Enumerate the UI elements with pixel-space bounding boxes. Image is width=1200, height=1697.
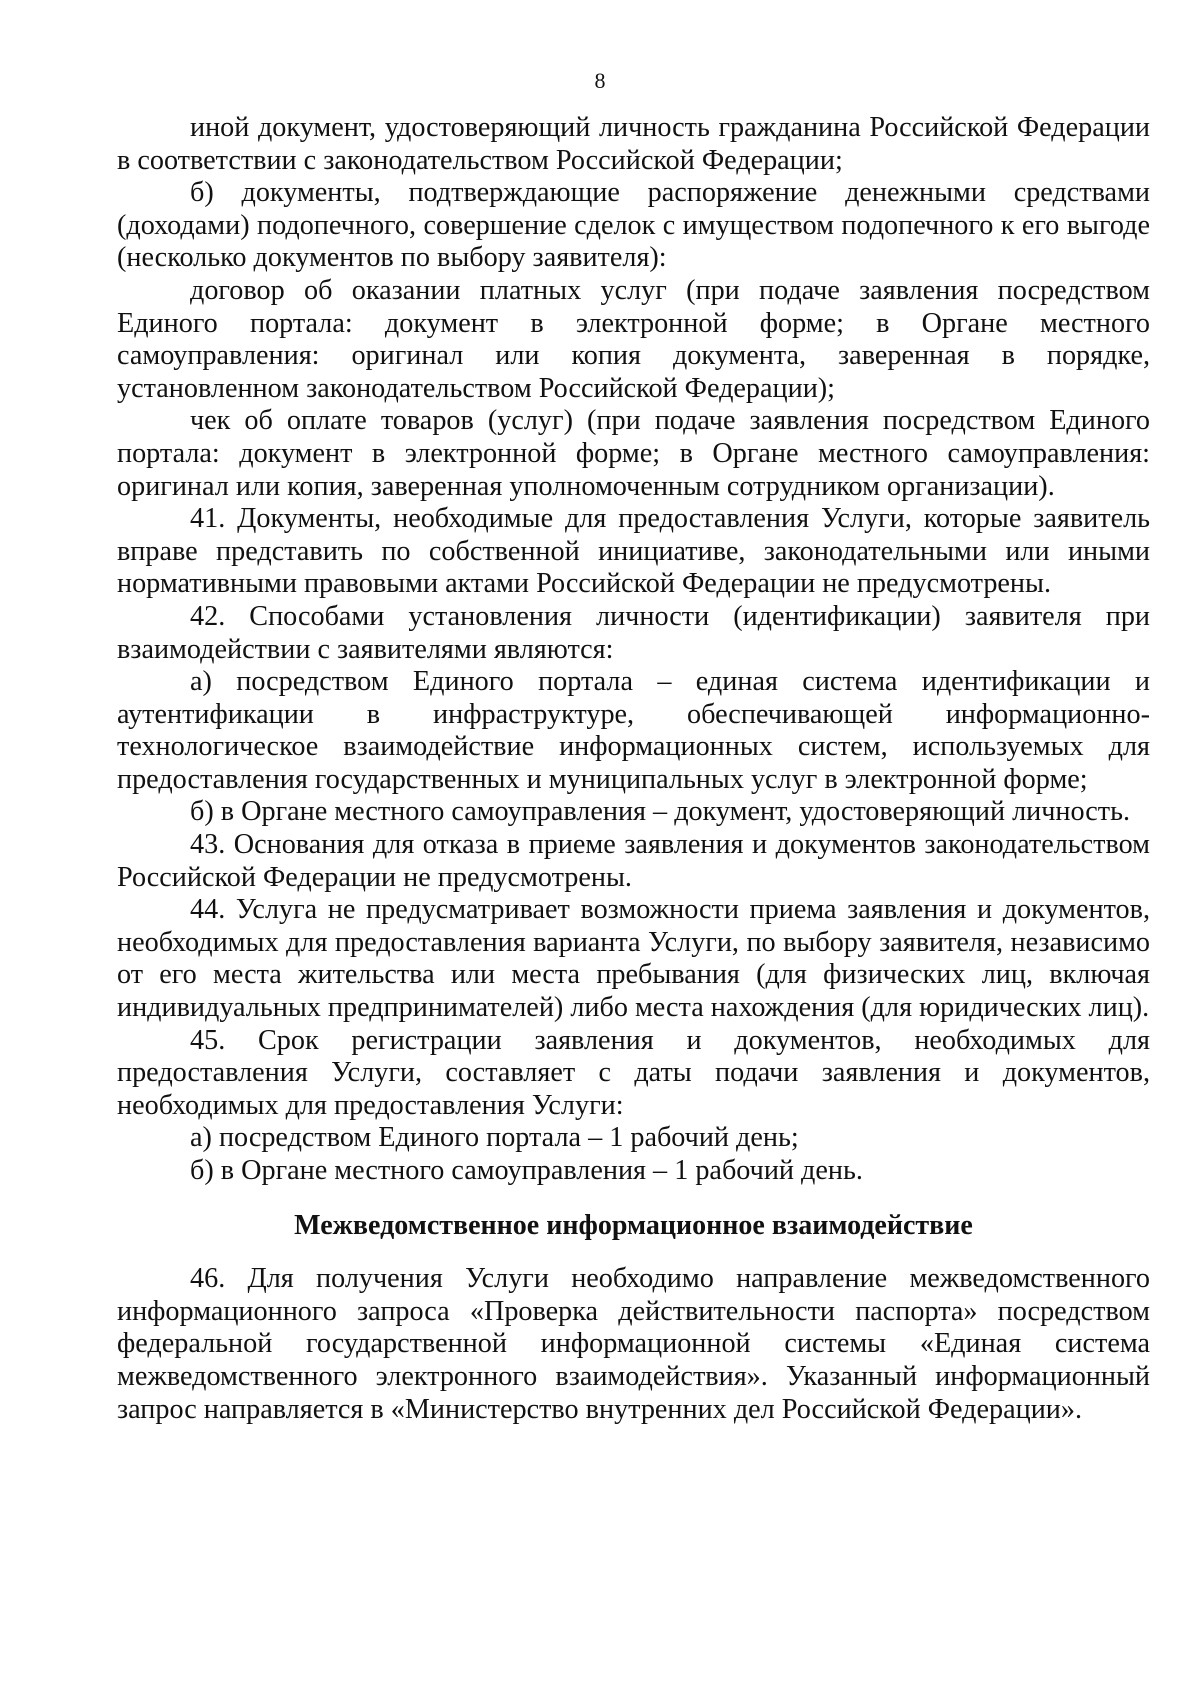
paragraph-45: 45. Срок регистрации заявления и документов, необходимых для предоставления Услуги, составляет с даты подачи заявления и документов, необходимых для предоставления Услуги:	[117, 1024, 1150, 1121]
paragraph-45-a: а) посредством Единого портала – 1 рабочий день;	[190, 1122, 799, 1154]
paragraph-42: 42. Способами установления личности (идентификации) заявителя при взаимодействии с заявителями являются:	[117, 600, 1150, 665]
paragraph-receipt: чек об оплате товаров (услуг) (при подаче заявления посредством Единого портала: документ в электронной форме; в Органе местного самоуправления: оригинал или копия, заверенная уполномоченным сотрудником организации).	[117, 405, 1150, 502]
paragraph-41: 41. Документы, необходимые для предоставления Услуги, которые заявитель вправе представить по собственной инициативе, законодательными или иными нормативными правовыми актами Российской Федерации не предусмотрены.	[117, 503, 1150, 600]
paragraph-service-contract: договор об оказании платных услуг (при подаче заявления посредством Единого портала: документ в электронной форме; в Органе местного самоуправления: оригинал или копия документа, заверенная в порядке, установленном законодательством Российской Федерации);	[117, 274, 1150, 404]
paragraph-identity-document: иной документ, удостоверяющий личность гражданина Российской Федерации в соответствии с законодательством Российской Федерации;	[117, 112, 1150, 176]
page-number: 8	[594, 68, 606, 93]
paragraph-44: 44. Услуга не предусматривает возможности приема заявления и документов, необходимых для предоставления варианта Услуги, по выбору заявителя, независимо от его места жительства или места пребывания (для физических лиц, включая индивидуальных предпринимателей) либо места нахождения (для юридических лиц).	[117, 894, 1150, 1024]
paragraph-43: 43. Основания для отказа в приеме заявления и документов законодательством Российской Федерации не предусмотрены.	[117, 829, 1150, 893]
paragraph-46: 46. Для получения Услуги необходимо направление межведомственного информационного запроса «Проверка действительности паспорта» посредством федеральной государственной информационной системы «Единая система межведомственного электронного взаимодействия». Указанный информационный запрос направляется в «Министерство внутренних дел Российской Федерации».	[117, 1263, 1150, 1425]
paragraph-documents-b: б) документы, подтверждающие распоряжение денежными средствами (доходами) подопечного, совершение сделок с имуществом подопечного к его выгоде (несколько документов по выбору заявителя):	[117, 177, 1150, 274]
paragraph-42-a: а) посредством Единого портала – единая система идентификации и аутентификации в инфраструктуре, обеспечивающей информационно-технологическое взаимодействие информационных систем, используемых для предоставления государственных и муниципальных услуг в электронной форме;	[117, 666, 1150, 795]
paragraph-42-b: б) в Органе местного самоуправления – документ, удостоверяющий личность.	[190, 796, 1131, 828]
section-heading: Межведомственное информационное взаимодействие	[294, 1209, 973, 1241]
paragraph-45-b: б) в Органе местного самоуправления – 1 рабочий день.	[190, 1155, 863, 1186]
document-body	[117, 112, 1150, 1426]
